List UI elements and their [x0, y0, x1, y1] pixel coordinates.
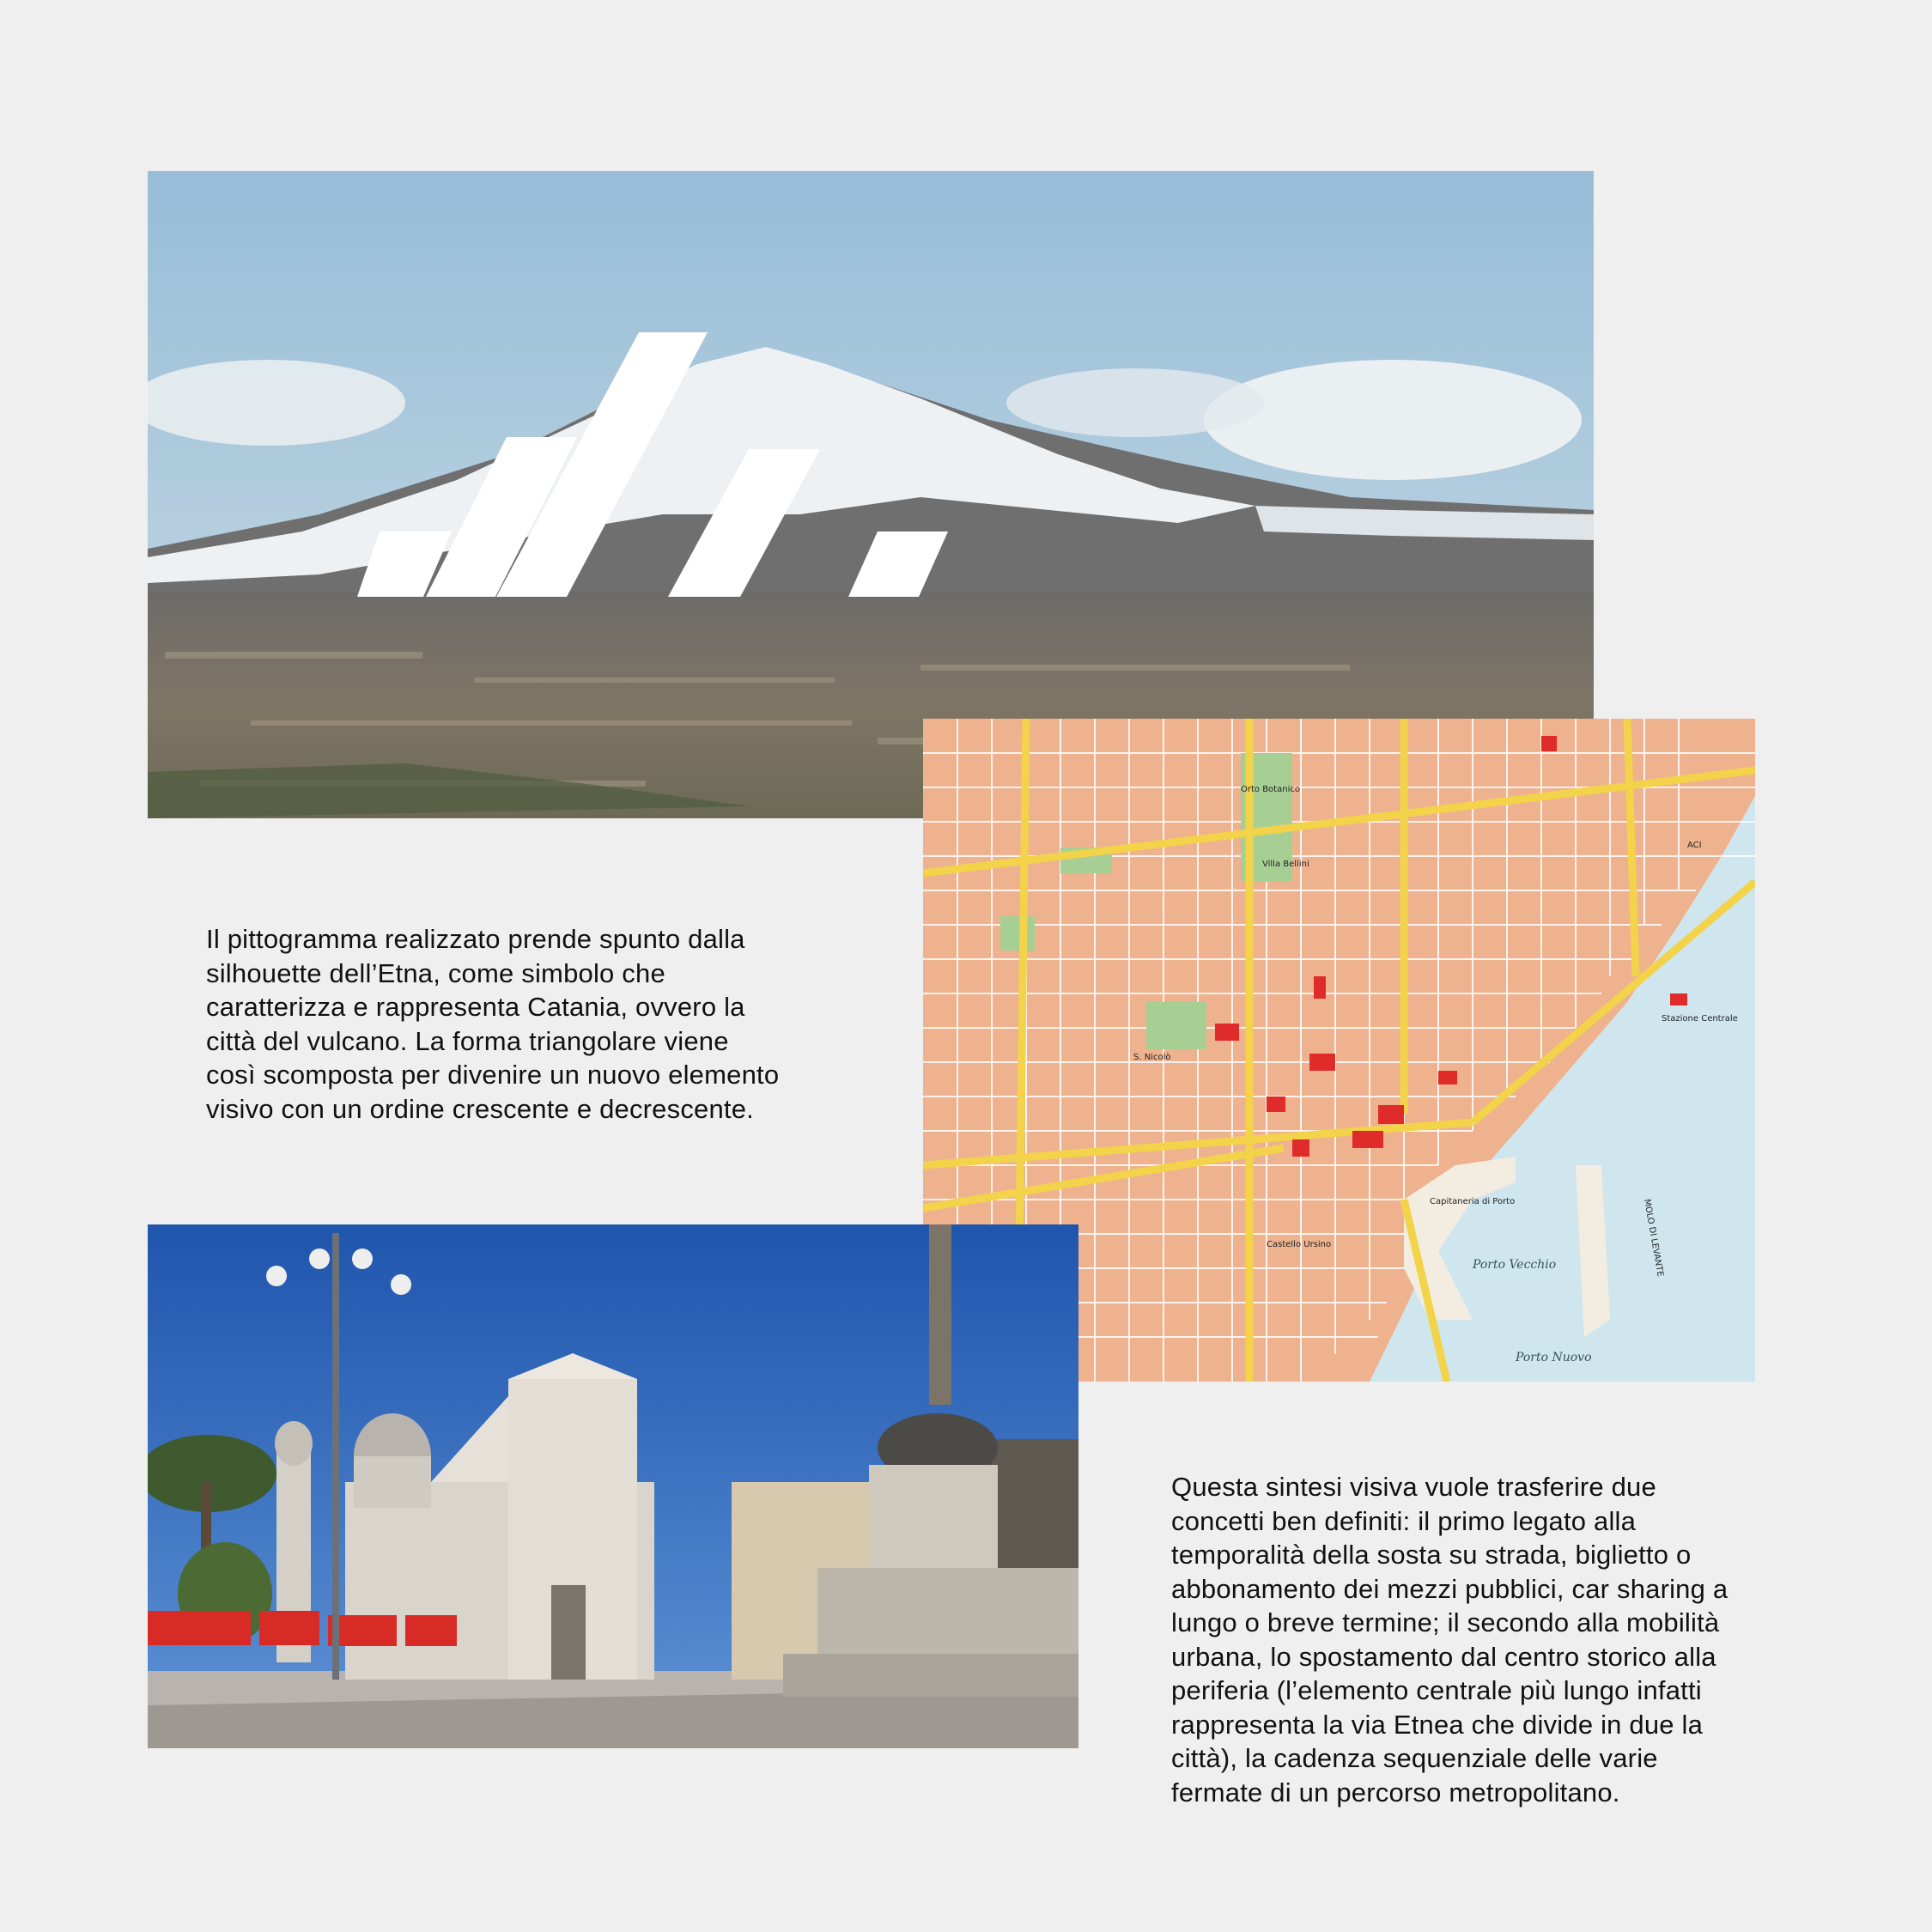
map-label-molo: MOLO DI LEVANTE [1642, 1198, 1665, 1278]
map-label-aci: ACI [1687, 841, 1702, 850]
map-label-orto-botanico: Orto Botanico [1241, 785, 1300, 794]
piazza-duomo-photo [148, 1224, 1078, 1748]
map-label-s-nicolo: S. Nicolò [1133, 1053, 1171, 1062]
map-label-stazione: Stazione Centrale [1662, 1014, 1738, 1024]
map-label-capitaneria: Capitaneria di Porto [1430, 1197, 1516, 1206]
map-label-villa-bellini: Villa Bellini [1262, 860, 1309, 869]
map-label-castello-ursino: Castello Ursino [1267, 1240, 1332, 1249]
map-label-porto-nuovo: Porto Nuovo [1516, 1351, 1592, 1364]
caption-mobility: Questa sintesi visiva vuole trasferire due concetti ben definiti: il primo legato alla temporalità della sosta su strada, biglietto o abbonamento dei mezzi pubblici, car sharing a lungo o breve termine; il secondo alla mobilità urbana, lo spostamento dal centro storico alla periferia (l’elemento centrale più lungo infatti rappresenta la via Etnea che divide in due la città), la cadenza sequenziale delle varie fermate di un percorso metropolitano. [1171, 1472, 1728, 1807]
map-label-porto-vecchio: Porto Vecchio [1473, 1258, 1557, 1272]
caption-pictogram: Il pittogramma realizzato prende spunto dalla silhouette dell’Etna, come simbolo che caratterizza e rappresenta Catania, ovvero la città del vulcano. La forma triangolare viene così scomposta per divenire un nuovo elemento visivo con un ordine crescente e decrescente. [206, 924, 780, 1124]
